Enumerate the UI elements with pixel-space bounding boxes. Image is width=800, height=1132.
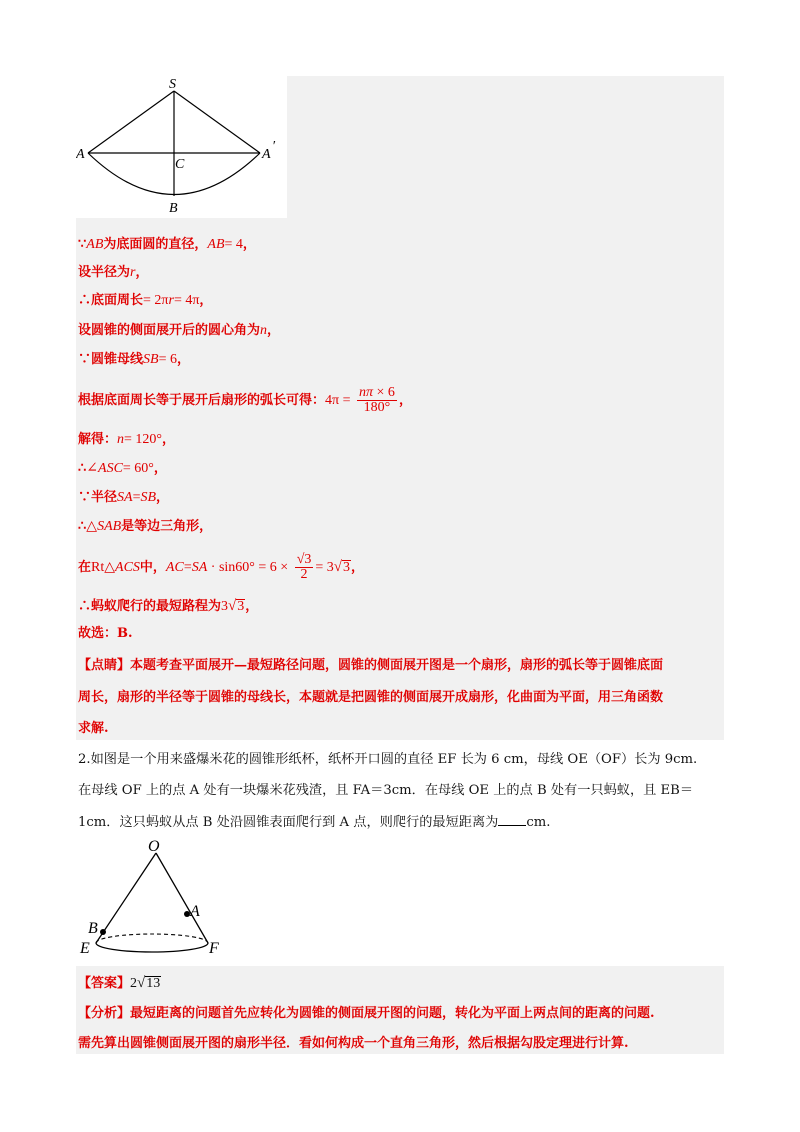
cone-diagram bbox=[76, 838, 236, 966]
solution-line-10: ∴△SAB是等边三角形， bbox=[78, 519, 213, 534]
comment-line-1: 【点睛】本题考查平面展开—最短路径问题，圆锥的侧面展开图是一个扇形，扇形的弧长等于圆锥底面 bbox=[78, 658, 664, 673]
solution-line-13: 故选：B. bbox=[78, 626, 133, 641]
label-c: C bbox=[175, 157, 185, 172]
solution-line-2: 设半径为r， bbox=[78, 265, 149, 280]
label-b: B bbox=[88, 920, 98, 937]
fraction: $\frac{√3}{2}$ bbox=[296, 552, 312, 582]
question-line-2: 在母线 OF 上的点 A 处有一块爆米花残渣，且 FA＝3cm．在母线 OE 上的点 B 处有一只蚂蚁，且 EB＝ bbox=[78, 783, 694, 798]
label-o: O bbox=[148, 838, 160, 855]
solution-line-7: 解得：n= 120°， bbox=[78, 432, 176, 447]
comment-line-3: 求解. bbox=[78, 721, 109, 736]
solution-line-1: ∵AB为底面圆的直径，AB= 4， bbox=[78, 237, 256, 252]
answer-blank[interactable] bbox=[498, 813, 526, 826]
solution-background bbox=[287, 76, 724, 218]
label-b: B bbox=[169, 201, 178, 216]
solution-line-3: ∴底面周长= 2πr= 4π， bbox=[78, 293, 213, 308]
solution-line-12: ∴蚂蚁爬行的最短路程为3√3， bbox=[78, 598, 259, 614]
sector-diagram bbox=[76, 76, 287, 218]
solution-line-11: 在Rt△ACS中，AC=SA · sin60° = 6 × $\frac{√3}{2}$ = 3√3， bbox=[78, 552, 365, 582]
label-a: A bbox=[76, 147, 85, 162]
answer-line: 【答案】2√13 bbox=[78, 975, 161, 991]
solution-line-9: ∵半径SA=SB， bbox=[78, 490, 170, 505]
cone-figure bbox=[76, 838, 236, 966]
analysis-line-2: 需先算出圆锥侧面展开图的扇形半径．看如何构成一个直角三角形，然后根据勾股定理进行计算. bbox=[78, 1036, 629, 1051]
label-a-prime: A bbox=[262, 147, 271, 162]
label-s: S bbox=[169, 77, 176, 92]
comment-line-2: 周长，扇形的半径等于圆锥的母线长，本题就是把圆锥的侧面展开成扇形，化曲面为平面，用三角函数 bbox=[78, 690, 664, 705]
label-prime: ′ bbox=[272, 139, 276, 154]
solution-line-8: ∴∠ASC= 60°， bbox=[78, 461, 167, 476]
label-a: A bbox=[190, 903, 200, 920]
question-line-3: 1cm．这只蚂蚁从点 B 处沿圆锥表面爬行到 A 点，则爬行的最短距离为 cm. bbox=[78, 815, 551, 830]
question-line-1: 2.如图是一个用来盛爆米花的圆锥形纸杯，纸杯开口圆的直径 EF 长为 6 cm，母线 OE（OF）长为 9cm. bbox=[78, 752, 698, 767]
analysis-line-1: 【分析】最短距离的问题首先应转化为圆锥的侧面展开图的问题，转化为平面上两点间的距离的问题. bbox=[78, 1006, 655, 1021]
label-f: F bbox=[209, 940, 219, 957]
sector-figure bbox=[76, 76, 287, 218]
solution-line-5: ∵圆锥母线SB= 6， bbox=[78, 352, 190, 367]
solution-line-6: 根据底面周长等于展开后扇形的弧长可得：4π = $\frac{n\pi \times 6}{180^\circ}$ ， bbox=[78, 385, 412, 415]
fraction: $\frac{n\pi \times 6}{180^\circ}$ bbox=[359, 385, 395, 415]
solution-line-4: 设圆锥的侧面展开后的圆心角为n， bbox=[78, 323, 281, 338]
label-e: E bbox=[80, 940, 90, 957]
